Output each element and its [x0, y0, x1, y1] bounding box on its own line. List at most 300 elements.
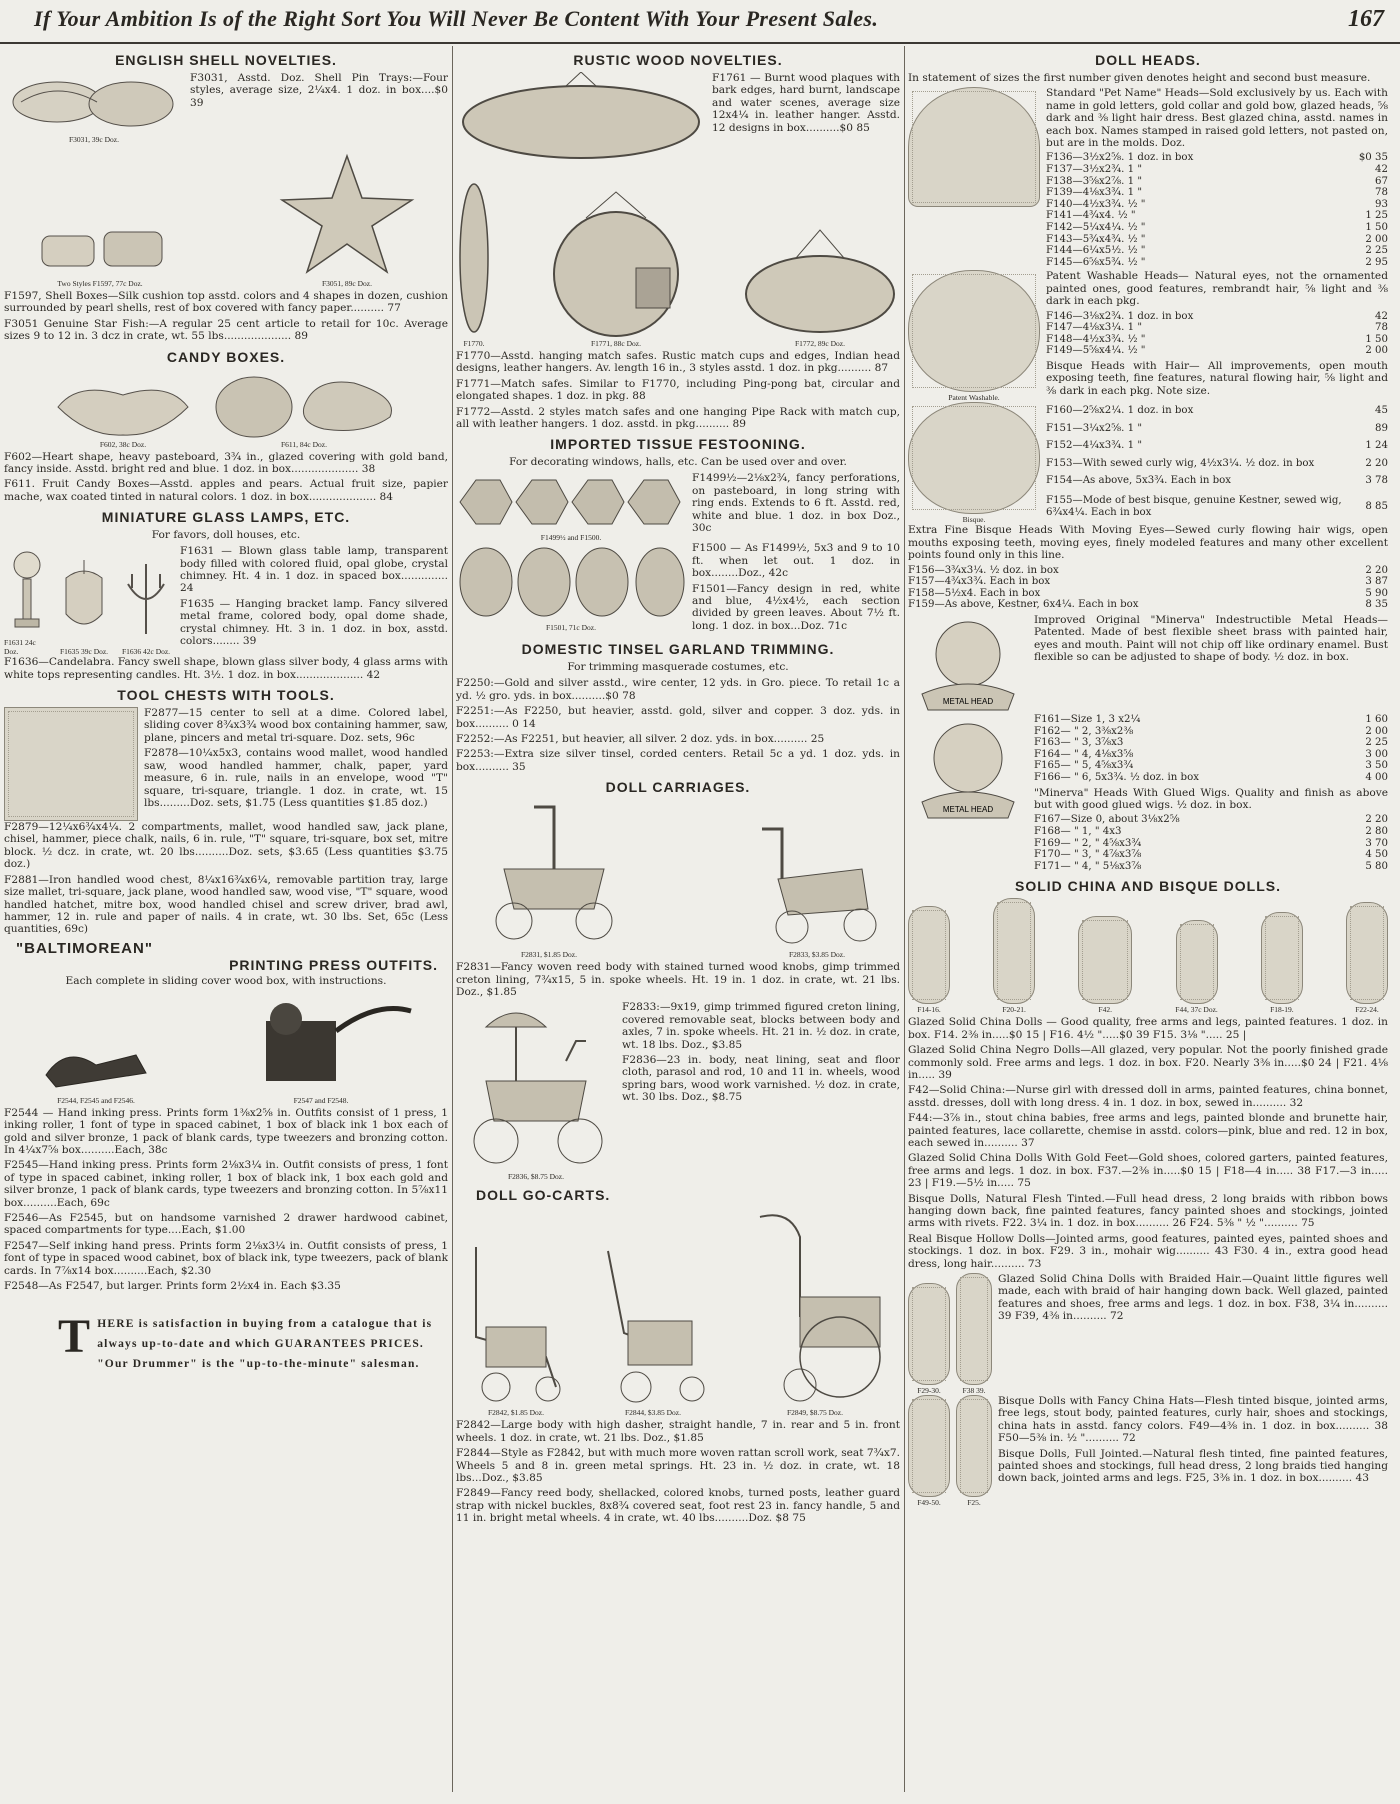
patent-head-figure — [908, 270, 1040, 402]
figure-caption: Patent Washable. — [948, 393, 1000, 403]
item-desc: F154—As above, 5x3¾. Each in box — [1046, 474, 1232, 486]
product-f44: F44:—3⅞ in., stout china babies, free arms and legs, painted blonde and brunette hair, painted features, lace collarette, chemise in asstd. colors—pink, blue and red. 12 in box, each sewed in.......... 37 — [908, 1112, 1388, 1149]
item-price: 4 50 — [1365, 849, 1388, 861]
oval-match-safe-illustration — [740, 228, 900, 338]
price-row — [908, 599, 1388, 611]
product-f1771: F1771—Match safes. Similar to F1770, including Ping-pong bat, circular and elongated shapes. 1 doz. in pkg. 88 — [456, 377, 900, 403]
long-match-safe-illustration — [456, 168, 492, 338]
product-f2842: F2842—Large body with high dasher, straight handle, 7 in. rear and 5 in. front wheels. 1 doz. in crate, wt. 21 lbs. Doz., $1.85 — [456, 1419, 900, 1444]
price-row — [1046, 152, 1388, 164]
item-desc: F142—5¼x4¼. ½ " — [1046, 222, 1146, 233]
figure-caption: F1771, 88c Doz. — [591, 339, 641, 348]
price-row — [1046, 164, 1388, 176]
price-row — [1046, 489, 1388, 524]
item-desc: F151—3¼x2⅝. 1 " — [1046, 422, 1143, 434]
doll-illustration — [993, 898, 1035, 1004]
minerva-heads-table — [1034, 714, 1388, 784]
metal-head-label: METAL HEAD — [942, 804, 994, 814]
item-price: 1 60 — [1365, 713, 1388, 725]
section-title-gocarts: DOLL GO-CARTS. — [476, 1187, 611, 1204]
price-row — [1034, 861, 1388, 873]
price-row — [1046, 257, 1388, 269]
bisque-heads-desc: Bisque Heads with Hair— All improvements, open mouth exposing teeth, fine features, natural flowing hair, ⅝ light and ⅜ dark in each pkg. Note size. — [1046, 359, 1388, 397]
product-f3051: F3051 Genuine Star Fish:—A regular 25 cent article to retail for 10c. Average sizes 9 to 12 in. 3 dcz in crate, wt. 55 lbs.................... 89 — [4, 317, 448, 343]
item-desc: F144—6¼x5½. ½ " — [1046, 245, 1146, 257]
item-price: 67 — [1375, 175, 1388, 187]
figure-caption: F2547 and F2548. — [293, 1095, 349, 1105]
doll-illustration — [1261, 912, 1303, 1004]
doll-illustration — [908, 1283, 950, 1385]
figure-caption: F1499½ and F1500. — [540, 533, 602, 543]
match-safe-f1771 — [526, 188, 706, 348]
large-gocart-illustration — [730, 1207, 900, 1407]
section-title-rustic: RUSTIC WOOD NOVELTIES. — [573, 52, 783, 68]
product-f1597: F1597, Shell Boxes—Silk cushion top asstd. colors and 4 shapes in dozen, cushion surrounded by pearl shells, rest of box covered with fancy paper.......... 77 — [4, 290, 448, 315]
figure-caption: F3031, 39c Doz. — [69, 135, 119, 144]
item-price: 93 — [1375, 198, 1388, 210]
section-title-candy: CANDY BOXES. — [166, 348, 286, 365]
shell-box-figure — [30, 208, 170, 288]
item-desc: F166— " 6, 5x3¾. ½ doz. in box — [1034, 771, 1199, 783]
festoon-leaf-illustration — [456, 542, 686, 622]
price-row — [1034, 849, 1388, 861]
product-f1631: F1631 — Blown glass table lamp, transparent body filled with colored fluid, opal globe, crystal chimney. Ht. 4 in. 1 doz. in spaced box.............. 24 — [180, 545, 448, 595]
product-hats: Bisque Dolls with Fancy China Hats—Flesh tinted bisque, jointed arms, free legs, stout body, painted features, curly hair, shoes and stockings, china hats in asstd. fancy colors. F49—4⅜ in. 1 doz. in box.......... 38 F50—5⅜ in. ½ ".......... 72 — [998, 1395, 1388, 1445]
page-header — [0, 0, 1400, 38]
item-price: 8 85 — [1365, 501, 1388, 513]
product-f2878: F2878—10¼x5x3, contains wood mallet, wood handled saw, wood handled hammer, chalk, paper, yard measure, 6 in. rule, nails in an envelope, wood "T" square, tri-square, triangle. 1 doz. in crate, wt. 15 lbs.........Doz. sets, $1.75 (Less quantities $1.85 doz.) — [144, 747, 448, 809]
doll-f38 — [956, 1273, 992, 1395]
lamp-figures — [4, 545, 174, 656]
item-price: 3 87 — [1365, 576, 1388, 588]
item-price: 2 25 — [1365, 245, 1388, 257]
item-desc: F168— " 1, " 4x3 — [1034, 825, 1122, 837]
gocart-f2842 — [456, 1237, 576, 1417]
doll-illustration — [908, 1395, 950, 1497]
festoon-illustration — [456, 472, 686, 532]
figure-caption: Bisque. — [962, 515, 986, 525]
header-rule — [0, 42, 1400, 44]
item-desc: F169— " 2, " 4⅝x3¾ — [1034, 837, 1142, 849]
column-divider — [904, 46, 905, 1792]
figure-caption: F18-19. — [1270, 1005, 1294, 1015]
item-price: 2 95 — [1365, 256, 1388, 268]
price-row — [1046, 345, 1388, 357]
item-price: 3 00 — [1365, 748, 1388, 760]
product-f1500: F1500 — As F1499½, 5x3 and 9 to 10 ft. when let out. 1 doz. in box........Doz., 42c — [692, 542, 900, 580]
product-bisque-hollow: Real Bisque Hollow Dolls—Jointed arms, good features, painted eyes, painted shoes and stockings. 1 doz. in box. F29. 3 in., mohair wig.......... 43 F30. 4 in., extra good head dress, long hair.......... 73 — [908, 1232, 1388, 1270]
pet-name-head-illustration — [908, 87, 1040, 207]
figure-caption: F2544, F2545 and F2546. — [57, 1095, 135, 1105]
bracket-lamp-illustration — [56, 554, 112, 646]
price-row — [1046, 245, 1388, 257]
doll-illustration — [908, 906, 950, 1004]
item-price: 78 — [1375, 322, 1388, 334]
item-price: 3 70 — [1365, 837, 1388, 849]
item-desc: F143—5¾x4¾. ½ " — [1046, 233, 1146, 245]
round-match-safe-illustration — [526, 188, 706, 338]
fruit-box-illustration — [204, 369, 404, 439]
carriage-f2833 — [742, 819, 892, 959]
item-price: 4 00 — [1365, 771, 1388, 783]
item-price: 42 — [1375, 310, 1388, 322]
figure-caption: F1772, 89c Doz. — [795, 339, 845, 348]
item-price: 2 20 — [1365, 814, 1388, 826]
figure-caption: F1635 39c Doz. — [59, 647, 109, 657]
price-row — [1034, 826, 1388, 838]
section-title-tinsel: DOMESTIC TINSEL GARLAND TRIMMING. — [521, 641, 835, 658]
item-price: 2 25 — [1365, 737, 1388, 749]
item-price: 2 20 — [1365, 564, 1388, 576]
section-title-doll-heads: DOLL HEADS. — [1095, 52, 1201, 68]
product-f2547: F2547—Self inking hand press. Prints form 2⅛x3¼ in. Outfit consists of press, 1 font of type in spaced wood cabinet, box of black ink, type tweezers, pack of blank cards. In 7⅞x14 box..........Each, $2.30 — [4, 1239, 448, 1277]
figure-caption: F602, 38c Doz. — [99, 439, 147, 449]
item-desc: F137—3½x2¾. 1 " — [1046, 164, 1143, 176]
section-title-lamps: MINIATURE GLASS LAMPS, ETC. — [101, 509, 351, 526]
minerva-glued-figure — [908, 714, 1028, 872]
product-f2544: F2544 — Hand inking press. Prints form 1⅜x2⅝ in. Outfits consist of 1 press, 1 inking roller, 1 font of type in spaced cabinet, 1 box of black ink 1 box each of gold and silver bronze, 1 pack of blank cards, type tweezers and bronzing cotton. In 4¼x7⅝ box..........Each, 38c — [4, 1106, 448, 1156]
figure-caption: F2842, $1.85 Doz. — [487, 1408, 545, 1418]
figure-caption: F2849, $8.75 Doz. — [786, 1408, 844, 1418]
shell-tray-illustration — [9, 72, 179, 134]
item-desc: F148—4½x3¾. ½ " — [1046, 333, 1146, 345]
starfish-illustration — [272, 148, 422, 278]
candy-figures — [4, 369, 448, 449]
item-desc: F156—3¾x3¼. ½ doz. in box — [908, 564, 1059, 576]
figure-caption: F1636 42c Doz. — [121, 647, 171, 657]
doll-figure — [1261, 912, 1303, 1014]
bracket-lamp-figure — [56, 554, 112, 656]
price-row — [1046, 187, 1388, 199]
price-row — [1046, 222, 1388, 234]
section-title-tools: TOOL CHESTS WITH TOOLS. — [117, 687, 335, 704]
figure-caption: F29-30. — [917, 1386, 941, 1396]
carriage-figures — [456, 799, 900, 959]
price-row — [1034, 749, 1388, 761]
standard-heads-table — [1046, 152, 1388, 268]
price-row — [1034, 737, 1388, 749]
press-figures — [4, 991, 448, 1105]
hand-press-figure — [36, 1025, 156, 1105]
doll-illustration — [956, 1395, 992, 1497]
festoon-figure-2 — [456, 542, 686, 635]
product-f2545: F2545—Hand inking press. Prints form 2⅛x3¼ in. Outfit consists of press, 1 font of type in spaced cabinet, inking roller, 1 box of black ink, 1 box each gold and silver bronze, 1 pack of blank cards, type tweezers and bronzing cotton. In 5⅞x11 box..........Each, 69c — [4, 1159, 448, 1209]
figure-caption: F2831, $1.85 Doz. — [520, 950, 578, 960]
item-desc: F153—With sewed curly wig, 4½x3¼. ½ doz. in box — [1046, 457, 1315, 469]
item-price: 2 20 — [1365, 457, 1388, 469]
doll-illustration — [1346, 902, 1388, 1004]
doll-figures — [908, 898, 1388, 1014]
section-title-tissue: IMPORTED TISSUE FESTOONING. — [550, 436, 806, 453]
standard-heads-desc: Standard "Pet Name" Heads—Sold exclusively by us. Each with name in gold letters, gold collar and gold bow, glazed heads, ⅝ dark and ⅜ light hair dress. Best glazed china, asstd. names in each box. Names stamped in raised gold letters, not pasted on, but are in the molds. Doz. — [1046, 87, 1388, 150]
product-f1772: F1772—Asstd. 2 styles match safes and one hanging Pipe Rack with match cup, all with leather hangers. 1 doz. asstd. in pkg.......... 89 — [456, 405, 900, 431]
doll-illustration — [1078, 916, 1132, 1004]
item-desc: F138—3⅝x2⅞. 1 " — [1046, 175, 1143, 187]
heart-box-figure — [48, 377, 198, 449]
starfish-figure — [272, 148, 422, 288]
drop-cap: T — [58, 1310, 92, 1364]
price-row — [1046, 234, 1388, 246]
metal-head-glued-illustration — [908, 714, 1028, 824]
section-intro: For decorating windows, halls, etc. Can be used over and over. — [509, 456, 847, 469]
figure-caption: F25. — [967, 1498, 981, 1508]
heart-box-illustration — [48, 377, 198, 439]
hand-press-illustration — [36, 1025, 156, 1095]
item-price: 2 80 — [1365, 825, 1388, 837]
table-lamp-illustration — [7, 545, 47, 637]
self-inking-press-figure — [226, 991, 416, 1105]
price-row — [1046, 210, 1388, 222]
item-desc: F145—6⅝x5¾. ½ " — [1046, 256, 1146, 268]
item-price: 8 35 — [1365, 599, 1388, 611]
item-desc: F167—Size 0, about 3⅛x2⅝ — [1034, 814, 1180, 826]
item-price: 78 — [1375, 187, 1388, 199]
doll-f49 — [908, 1395, 950, 1507]
festoon-figure-1 — [456, 472, 686, 542]
braided-doll-figures — [908, 1273, 992, 1395]
carriage-f2831 — [464, 799, 634, 959]
section-intro: For favors, doll houses, etc. — [151, 529, 301, 542]
item-price: 1 50 — [1365, 222, 1388, 233]
section-intro: Each complete in sliding cover wood box, with instructions. — [65, 974, 387, 987]
figure-caption: F14-16. — [917, 1005, 941, 1015]
product-negro-dolls: Glazed Solid China Negro Dolls—All glazed, very popular. Not the poorly finished grade commonly sold. Free arms and legs. 1 doz. in box. F20. Nearly 3⅜ in.....$0 24 | F21. 4⅛ in..... 39 — [908, 1044, 1388, 1081]
item-desc: F136—3½x2⅝. 1 doz. in box — [1046, 152, 1194, 164]
fruit-box-figure — [204, 369, 404, 449]
figure-caption: F42. — [1098, 1005, 1112, 1015]
bisque-head-figure — [908, 402, 1040, 524]
product-f2833: F2833:—9x19, gimp trimmed figured creton lining, covered removable seat, blocks between body and axles, 7 in. spoke wheels. Ht. 21 in. ½ doz. in crate, wt. 18 lbs. Doz., $3.85 — [622, 1001, 900, 1051]
item-price: 1 50 — [1365, 333, 1388, 345]
slogan-text: HERE is satisfaction in buying from a catalogue that is always up-to-date and which GUARANTEES PRICES. "Our Drummer" is the "up-to-the-minute" salesman. — [97, 1318, 433, 1371]
column-left — [4, 46, 448, 1792]
candelabra-illustration — [118, 554, 174, 646]
gocart-f2844 — [588, 1237, 718, 1417]
figure-caption: F22-24. — [1355, 1005, 1379, 1015]
price-row — [908, 565, 1388, 577]
figure-caption: F1631 24c Doz. — [4, 638, 36, 657]
doll-figure — [1078, 916, 1132, 1014]
price-row — [1046, 420, 1388, 437]
product-f2877: F2877—15 center to sell at a dime. Colored label, sliding cover 8¾x3¾ wood box containing hammer, saw, plane, pincers and metal tri-square. Doz. sets, 96c — [144, 707, 448, 744]
item-desc: F162— " 2, 3⅜x2⅜ — [1034, 725, 1134, 737]
doll-f25 — [956, 1395, 992, 1507]
product-jointed: Bisque Dolls, Full Jointed.—Natural flesh tinted, fine painted features, painted shoes and stockings, full head dress, 2 long braids tied hanging down back, jointed arms and legs. F25, 3⅜ in. 1 doz. in box.......... 43 — [998, 1447, 1388, 1485]
price-row — [908, 588, 1388, 600]
patent-heads-table — [1046, 311, 1388, 357]
shell-box-figures — [4, 148, 448, 288]
figure-caption: F2844, $3.85 Doz. — [624, 1408, 682, 1418]
product-f1770: F1770—Asstd. hanging match safes. Rustic match cups and edges, Indian head designs, leather hangers. Av. length 16 in., 3 styles asstd. 1 doz. in pkg.......... 87 — [456, 350, 900, 375]
item-price: 2 00 — [1365, 725, 1388, 737]
carriage-illustration — [742, 819, 892, 949]
product-f2546: F2546—As F2545, but on handsome varnished 2 drawer hardwood cabinet, spaced compartments for type....Each, $1.00 — [4, 1211, 448, 1237]
price-row — [1046, 176, 1388, 188]
product-f3031: F3031, Asstd. Doz. Shell Pin Trays:—Four styles, average size, 2¼x4. 1 doz. in box....$0 39 — [190, 72, 448, 109]
doll-illustration — [1176, 920, 1218, 1004]
section-title-dolls: SOLID CHINA AND BISQUE DOLLS. — [1015, 878, 1281, 895]
product-f2836: F2836—23 in. body, neat lining, seat and floor cloth, parasol and rod, 10 and 11 in. wheels, wood spring bars, wood work varnished. ½ doz. in crate, wt. 30 lbs. Doz., $8.75 — [622, 1053, 900, 1104]
price-row — [1046, 437, 1388, 454]
price-row — [1034, 760, 1388, 772]
price-row — [1046, 472, 1388, 489]
doll-figure — [1346, 902, 1388, 1014]
doll-figure — [993, 898, 1035, 1014]
product-braided: Glazed Solid China Dolls with Braided Hair.—Quaint little figures well made, each with braid of hair hanging down back. Well glazed, painted features and shoes, free arms and legs. 1 doz. in box. F38, 3¼ in.......... 39 F39, 4⅜ in.......... 72 — [998, 1273, 1388, 1323]
figure-caption: F3051, 89c Doz. — [322, 279, 372, 288]
price-row — [1034, 726, 1388, 738]
section-title-baltimorean: "BALTIMOREAN" — [16, 939, 153, 957]
price-row — [1046, 311, 1388, 323]
gocart-illustration — [588, 1237, 718, 1407]
column-right — [908, 46, 1388, 1792]
price-row — [908, 576, 1388, 588]
item-desc: F161—Size 1, 3 x2¼ — [1034, 713, 1141, 725]
figure-caption: F2836, $8.75 Doz. — [507, 1172, 565, 1182]
doll-heads-intro: In statement of sizes the first number given denotes height and second bust measure. — [908, 72, 1371, 84]
figure-caption: F1770. — [463, 339, 485, 348]
minerva-head-figure — [908, 614, 1028, 714]
item-desc: F160—2⅝x2¼. 1 doz. in box — [1046, 405, 1194, 417]
product-f2252: F2252:—As F2251, but heavier, all silver. 2 doz. yds. in box.......... 25 — [456, 732, 825, 745]
price-row — [1046, 402, 1388, 419]
product-f1635: F1635 — Hanging bracket lamp. Fancy silvered metal frame, colored body, opal dome shade, crystal chimney. Ht. 3 in. 1 doz. in box, asstd. colors........ 39 — [180, 597, 448, 648]
item-price: 2 00 — [1365, 233, 1388, 245]
patent-heads-desc: Patent Washable Heads— Natural eyes, not the ornamented painted ones, good features, rembrandt hair, ⅝ light and ⅜ dark in each pkg. — [1046, 270, 1388, 308]
product-f611: F611. Fruit Candy Boxes—Asstd. apples and pears. Actual fruit size, papier mache, wax coated tinted in natural colors. 1 doz. in box.................... 84 — [4, 478, 448, 503]
product-f1499: F1499½—2⅛x2¾, fancy perforations, on pasteboard, in long string with ring ends. Extends to 6 ft. Asstd. red, white and blue. 1 doz. in box Doz., 30c — [692, 472, 900, 535]
bisque-head-illustration — [908, 402, 1040, 514]
shell-tray-figure — [4, 72, 184, 144]
price-row — [1034, 714, 1388, 726]
product-f1501: F1501—Fancy design in red, white and blue, 4½x4½, each section divided by green leaves. About 7½ ft. long. 1 doz. in box...Doz. 71c — [692, 582, 900, 632]
item-desc: F147—4⅛x3¼. 1 " — [1046, 322, 1143, 334]
item-price: 3 50 — [1365, 760, 1388, 772]
patent-head-illustration — [908, 270, 1040, 392]
section-title-carriages: DOLL CARRIAGES. — [605, 779, 751, 796]
product-f2253: F2253:—Extra size silver tinsel, corded centers. Retail 5c a yd. 1 doz. yds. in box.......... 35 — [456, 748, 900, 773]
item-desc: F146—3⅛x2¾. 1 doz. in box — [1046, 310, 1194, 322]
item-desc: F149—5⅝x4¼. ½ " — [1046, 345, 1146, 357]
gocart-illustration — [456, 1237, 576, 1407]
figure-caption: F38 39. — [962, 1386, 986, 1396]
slogan-box — [4, 1310, 448, 1374]
product-f2831: F2831—Fancy woven reed body with stained turned wood knobs, gimp trimmed creton lining, 7¾x15, 5 in. spoke wheels. Ht. 19 in. 1 doz. in crate, wt. 21 lbs. Doz., $1.85 — [456, 961, 900, 998]
header-tagline: If Your Ambition Is of the Right Sort You Will Never Be Content With Your Present Sales. — [34, 6, 879, 31]
product-bisque-flesh: Bisque Dolls, Natural Flesh Tinted.—Full head dress, 2 long braids with ribbon bows hanging down back, fine painted features, fancy painted shoes and stockings, jointed arms with rivets. F22. 3¼ in. 1 doz. in box.......... 26 F24. 5⅜ " ½ ".......... 75 — [908, 1192, 1388, 1230]
item-desc: F163— " 3, 3⅞x3 — [1034, 737, 1124, 749]
gocart-figures — [456, 1207, 900, 1417]
doll-illustration — [956, 1273, 992, 1385]
price-row — [1046, 199, 1388, 211]
item-desc: F171— " 4, " 5⅛x3⅞ — [1034, 860, 1142, 872]
carriage-illustration — [464, 799, 634, 949]
product-f2879: F2879—12¼x6¾x4¼. 2 compartments, mallet, wood handled saw, jack plane, chisel, hammer, piece chalk, nails, 6 in. rule, "T" square, tri-square, box set, mitre block. ½ dcz. in crate, wt. 20 lbs..........Doz. sets, $3.65 (Less quantities $3.75 doz.) — [4, 821, 448, 871]
item-desc: F164— " 4, 4⅛x3⅝ — [1034, 748, 1134, 760]
doll-figure — [1175, 920, 1218, 1014]
figure-caption: F2833, $3.85 Doz. — [788, 950, 846, 960]
item-desc: F165— " 5, 4⅝x3¾ — [1034, 760, 1134, 772]
bisque-heads-table — [1046, 402, 1388, 524]
price-row — [1034, 772, 1388, 784]
price-row — [1034, 838, 1388, 850]
section-title-press: PRINTING PRESS OUTFITS. — [229, 956, 438, 973]
product-f602: F602—Heart shape, heavy pasteboard, 3¾ in., glazed covering with gold band, fancy inside. Asstd. bright red and blue. 1 doz. in box.................... 38 — [4, 450, 448, 476]
tool-chest-illustration — [4, 707, 138, 821]
figure-caption: F1501, 71c Doz. — [546, 623, 596, 633]
section-title-shell: ENGLISH SHELL NOVELTIES. — [115, 52, 337, 68]
product-f2250: F2250:—Gold and silver asstd., wire center, 12 yds. in Gro. piece. To retail 1c a yd. ½ gro. yds. in box..........$0 78 — [456, 677, 900, 702]
self-inking-press-illustration — [226, 991, 416, 1095]
hat-doll-figures — [908, 1395, 992, 1507]
parasol-carriage-illustration — [456, 1001, 616, 1171]
price-row — [1046, 455, 1388, 472]
plaque-illustration — [456, 72, 706, 164]
figure-caption: F611, 84c Doz. — [281, 439, 327, 449]
item-desc: F152—4¼x3¾. 1 " — [1046, 440, 1143, 452]
product-f1761: F1761 — Burnt wood plaques with bark edges, hard burnt, landscape and water scenes, average size 12x4¼ in. leather hanger. Asstd. 12 designs in box..........$0 85 — [712, 72, 900, 134]
product-f2849: F2849—Fancy reed body, shellacked, colored knobs, turned posts, leather guard strap with nickel buckles, 8x8¾ covered seat, foot rest 23 in. fancy handle, 5 and 11 in. bright metal wheels. 4 in crate, wt. 40 lbs..........Doz. $8 75 — [456, 1487, 900, 1525]
doll-figure — [908, 906, 950, 1014]
match-safe-figures — [456, 168, 900, 348]
item-desc: F139—4⅛x3¾. 1 " — [1046, 187, 1143, 199]
minerva-glued-table — [1034, 814, 1388, 872]
table-lamp-figure — [4, 545, 50, 656]
price-row — [1046, 322, 1388, 334]
price-row — [1034, 814, 1388, 826]
figure-caption: Two Styles F1597, 77c Doz. — [57, 279, 143, 288]
item-desc: F155—Mode of best bisque, genuine Kestner, sewed wig, 6¾x4¼. Each in box — [1046, 495, 1342, 518]
section-intro: For trimming masquerade costumes, etc. — [567, 661, 789, 674]
product-f2881: F2881—Iron handled wood chest, 8¼x16¾x6¼, removable partition tray, large size mallet, tri-square, jack plane, wood handled saw, wood vise, "T" square, wood handled hatchet, mitre box, wood handled chisel and screw driver, brad awl, hammer, 12 in. rule and paper of nails. 4 in crate, wt. 30 lbs. Set, 65c (Less quantities, 69c) — [4, 873, 448, 936]
item-price: 3 78 — [1365, 474, 1388, 486]
metal-head-illustration — [908, 614, 1028, 714]
item-price: 42 — [1375, 164, 1388, 176]
candelabra-figure — [118, 554, 174, 656]
item-price: 5 90 — [1365, 587, 1388, 599]
page-number: 167 — [1348, 6, 1384, 32]
carriage-f2836 — [456, 1001, 616, 1181]
minerva-heads-desc: Improved Original "Minerva" Indestructible Metal Heads—Patented. Made of best flexible sheet brass with painted hair, eyes and mouth. Paint will not chip off like ordinary enamel. Bust flexible so can be adjusted to shape of body. ½ doz. in box. — [1034, 613, 1388, 664]
product-f2548: F2548—As F2547, but larger. Prints form 2½x4 in. Each $3.35 — [4, 1280, 341, 1292]
metal-head-label: METAL HEAD — [942, 696, 994, 706]
item-price: 1 24 — [1365, 440, 1388, 452]
item-desc: F157—4¾x3¾. Each in box — [908, 576, 1051, 588]
match-safe-f1772 — [740, 228, 900, 348]
item-desc: F170— " 3, " 4⅞x3⅞ — [1034, 849, 1142, 861]
item-desc: F141—4¾x4. ½ " — [1046, 210, 1136, 222]
figure-caption: F49-50. — [917, 1498, 941, 1508]
product-f2844: F2844—Style as F2842, but with much more woven rattan scroll work, seat 7¾x7. Wheels 5 and 8 in. green metal springs. Ht. 23 in. ½ doz. in crate, wt. 18 lbs...Doz., $3.85 — [456, 1447, 900, 1484]
price-row — [1046, 334, 1388, 346]
product-f1636: F1636—Candelabra. Fancy swell shape, blown glass silver body, 4 glass arms with white tops representing candles. Ht. 3½. 1 doz. in box.................... 42 — [4, 656, 448, 681]
figure-caption: F44, 37c Doz. — [1175, 1005, 1218, 1015]
extra-fine-heads-table — [908, 565, 1388, 611]
item-price: 5 80 — [1365, 860, 1388, 872]
shell-box-illustration — [30, 208, 170, 278]
column-middle — [456, 46, 900, 1792]
doll-f29 — [908, 1283, 950, 1395]
product-china-dolls: Glazed Solid China Dolls — Good quality, free arms and legs, painted features. 1 doz. in box. F14. 2⅜ in.....$0 15 | F16. 4½ ".....$0 39 F15. 3⅛ "..... 25 | — [908, 1016, 1388, 1041]
item-price: 45 — [1375, 405, 1388, 417]
item-desc: F140—4½x3¾. ½ " — [1046, 198, 1146, 210]
match-safe-f1770 — [456, 168, 492, 348]
extra-fine-heads-desc: Extra Fine Bisque Heads With Moving Eyes—Sewed curly flowing hair wigs, open mouths exposing teeth, moving eyes, finely modeled features and many other excellent points found only in this line. — [908, 524, 1388, 562]
gocart-f2849 — [730, 1207, 900, 1417]
product-f42: F42—Solid China:—Nurse girl with dressed doll in arms, painted features, china bonnet, asstd. dresses, doll with long dress. 4 in. 1 doz. in box, sewed in.......... 32 — [908, 1084, 1388, 1109]
item-desc: F158—5½x4. Each in box — [908, 587, 1041, 599]
product-gold-feet: Glazed Solid China Dolls With Gold Feet—Gold shoes, colored garters, painted features, free arms and legs. 1 doz. in box. F37.—2⅜ in.....$0 15 | F18—4 in..... 38 F17.—3 in..... 23 | F19.—5½ in..... 75 — [908, 1152, 1388, 1190]
